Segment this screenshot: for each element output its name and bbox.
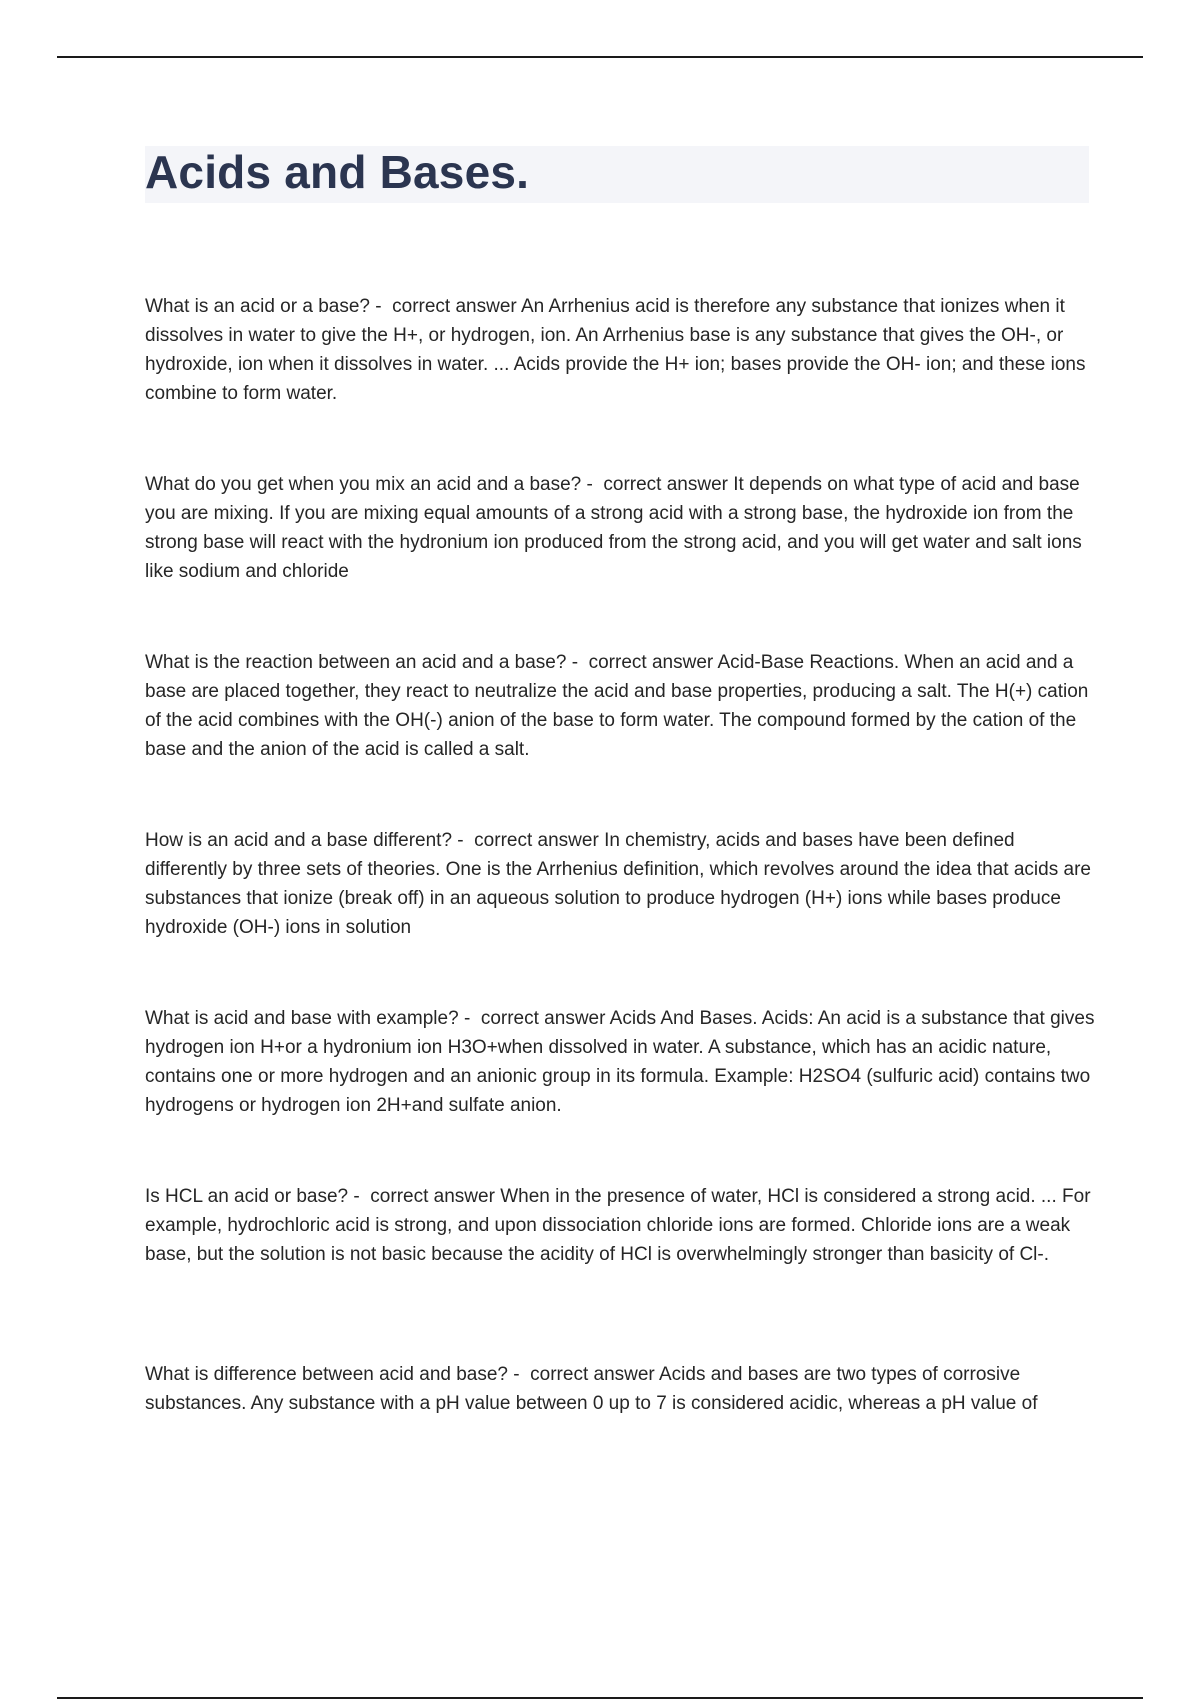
question-text: What is acid and base with example? <box>145 1008 459 1029</box>
question-text: What is the reaction between an acid and a base? <box>145 652 567 673</box>
document-title: Acids and Bases. <box>145 146 530 198</box>
answer-separator: - correct answer <box>508 1364 659 1385</box>
answer-separator: - correct answer <box>348 1186 501 1207</box>
question-text: What is difference between acid and base? <box>145 1364 508 1385</box>
question-text: What is an acid or a base? <box>145 296 370 317</box>
question-text: Is HCL an acid or base? <box>145 1186 349 1207</box>
qa-item <box>145 826 1095 944</box>
qa-item <box>145 1004 1095 1122</box>
qa-item <box>145 1360 1095 1418</box>
qa-item <box>145 1182 1095 1300</box>
qa-item <box>145 292 1095 410</box>
answer-text: It depends on what type of acid and base you are mixing. If you are mixing equal amounts of a strong acid with a strong base, the hydroxide ion from the strong base will react with the hydronium ion produced from the strong acid, and you will get water and salt ions like sodium and chloride <box>145 474 1082 582</box>
question-text: What do you get when you mix an acid and a base? <box>145 474 582 495</box>
question-text: How is an acid and a base different? <box>145 830 453 851</box>
qa-list <box>145 292 1095 1478</box>
answer-separator: - correct answer <box>369 296 521 317</box>
answer-text: Acid-Base Reactions. When an acid and a base are placed together, they react to neutralize the acid and base properties, producing a salt. The H(+) cation of the acid combines with the OH(-) anion of the base to form water. The compound formed by the cation of the base and the anion of the acid is called a salt. <box>145 652 1089 760</box>
answer-text: Acids and bases are two types of corrosive substances. Any substance with a pH value between 0 up to 7 is considered acidic, whereas a pH value of <box>145 1364 1038 1414</box>
answer-text: When in the presence of water, HCl is considered a strong acid. ... For example, hydrochloric acid is strong, and upon dissociation chloride ions are formed. Chloride ions are a weak base, but the solution is not basic because the acidity of HCl is overwhelmingly stronger than basicity of Cl-. <box>145 1186 1091 1265</box>
answer-separator: - correct answer <box>458 1008 610 1029</box>
top-rule <box>57 56 1143 58</box>
answer-separator: - correct answer <box>581 474 734 495</box>
answer-text: Acids And Bases. Acids: An acid is a substance that gives hydrogen ion H+or a hydronium ion H3O+when dissolved in water. A substance, which has an acidic nature, contains one or more hydrogen and an anionic group in its formula. Example: H2SO4 (sulfuric acid) contains two hydrogens or hydrogen ion 2H+and sulfate anion. <box>145 1008 1095 1116</box>
bottom-rule <box>57 1697 1143 1699</box>
answer-text: An Arrhenius acid is therefore any substance that ionizes when it dissolves in water to give the H+, or hydrogen, ion. An Arrhenius base is any substance that gives the OH-, or hydroxide, ion when it dissolves in water. ... Acids provide the H+ ion; bases provide the OH- ion; and these ions combine to form water. <box>145 296 1086 404</box>
answer-separator: - correct answer <box>452 830 605 851</box>
answer-text: In chemistry, acids and bases have been defined differently by three sets of theories. One is the Arrhenius definition, which revolves around the idea that acids are substances that ionize (break off) in an aqueous solution to produce hydrogen (H+) ions while bases produce hydroxide (OH-) ions in solution <box>145 830 1091 938</box>
answer-separator: - correct answer <box>566 652 718 673</box>
qa-item <box>145 648 1095 766</box>
qa-item <box>145 470 1095 588</box>
